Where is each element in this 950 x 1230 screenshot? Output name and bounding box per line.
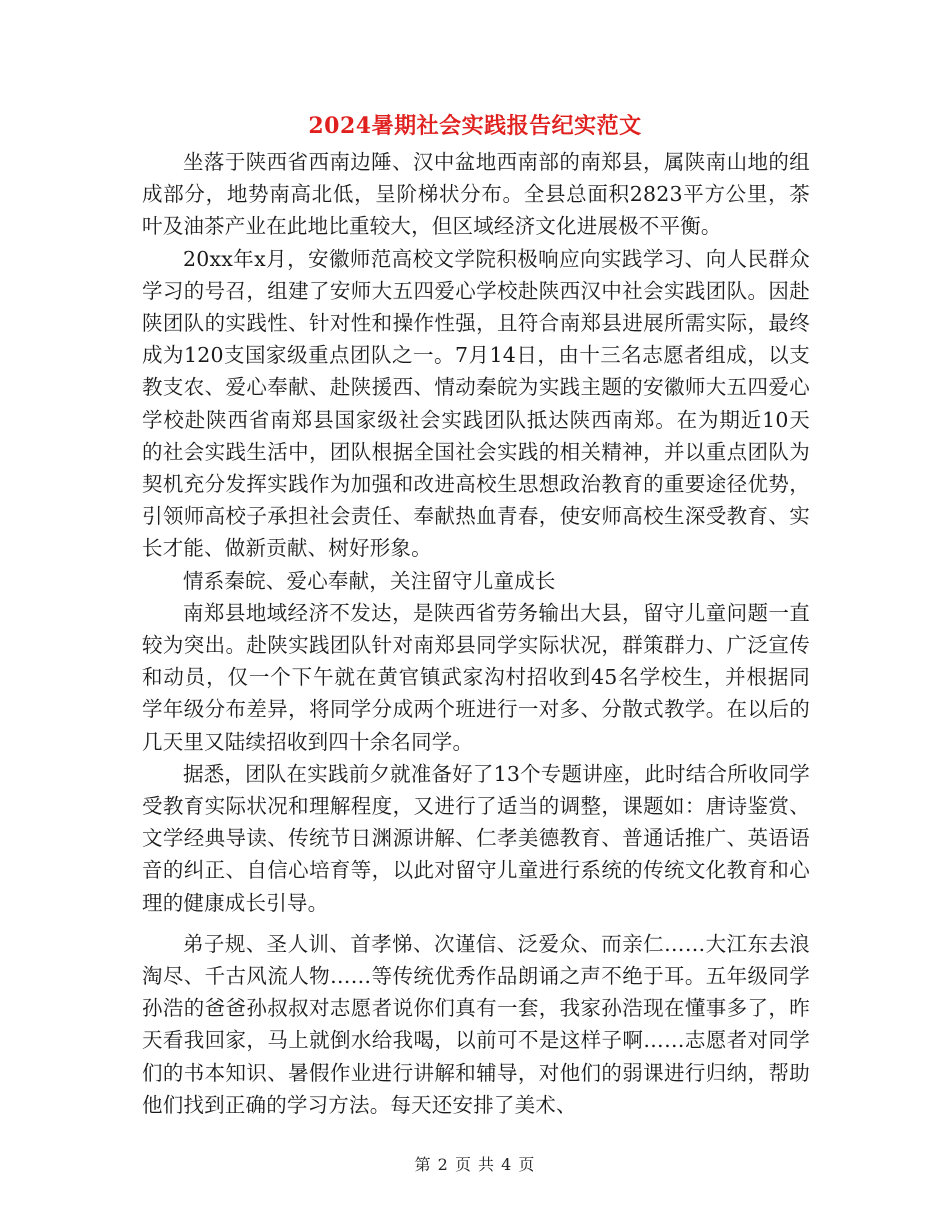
paragraph-2: 20xx年x月，安徽师范高校文学院积极响应向实践学习、向人民群众学习的号召，组建了安师大五四爱心学校赴陕西汉中社会实践团队。因赴陕团队的实践性、针对性和操作性强，且符合南郑县进展所需实际，最终成为120支国家级重点团队之一。7月14日，由十三名志愿者组成，以支教支农、爱心奉献、赴陕援西、情动秦皖为实践主题的安徽师大五四爱心学校赴陕西省南郑县国家级社会实践团队抵达陕西南郑。在为期近10天的社会实践生活中，团队根据全国社会实践的相关精神，并以重点团队为契机充分发挥实践作为加强和改进高校生思想政治教育的重要途径优势，引领师高校子承担社会责任、奉献热血青春，使安师高校生深受教育、实长才能、做新贡献、树好形象。 [142, 246, 810, 561]
paragraph-5: 弟子规、圣人训、首孝悌、次谨信、泛爱众、而亲仁……大江东去浪淘尽、千古风流人物……等传统优秀作品朗诵之声不绝于耳。五年级同学孙浩的爸爸孙叔叔对志愿者说你们真有一套，我家孙浩现在懂事多了，昨天看我回家，马上就倒水给我喝，以前可不是这样子啊……志愿者对同学们的书本知识、暑假作业进行讲解和辅导，对他们的弱课进行归纳，帮助他们找到正确的学习方法。每天还安排了美术、 [142, 931, 810, 1117]
paragraph-1: 坐落于陕西省西南边陲、汉中盆地西南部的南郑县，属陕南山地的组成部分，地势南高北低，呈阶梯状分布。全县总面积2823平方公里，茶叶及油茶产业在此地比重较大，但区域经济文化进展极不平衡。 [142, 150, 810, 239]
document-body [142, 146, 810, 1121]
document-title: 2024暑期社会实践报告纪实范文 [308, 113, 642, 139]
paragraph-4: 据悉，团队在实践前夕就准备好了13个专题讲座，此时结合所收同学受教育实际状况和理解程度，又进行了适当的调整，课题如：唐诗鉴赏、文学经典导读、传统节日渊源讲解、仁孝美德教育、普通话推广、英语语音的纠正、自信心培育等，以此对留守儿童进行系统的传统文化教育和心理的健康成长引导。 [142, 761, 810, 915]
section-heading: 情系秦皖、爱心奉献，关注留守儿童成长 [183, 568, 556, 593]
page-footer: 第 2 页 共 4 页 [414, 1155, 536, 1174]
paragraph-3: 南郑县地域经济不发达，是陕西省劳务输出大县，留守儿童问题一直较为突出。赴陕实践团队针对南郑县同学实际状况，群策群力、广泛宣传和动员，仅一个下午就在黄官镇武家沟村招收到45名学校生，并根据同学年级分布差异，将同学分成两个班进行一对多、分散式教学。在以后的几天里又陆续招收到四十余名同学。 [142, 600, 810, 754]
